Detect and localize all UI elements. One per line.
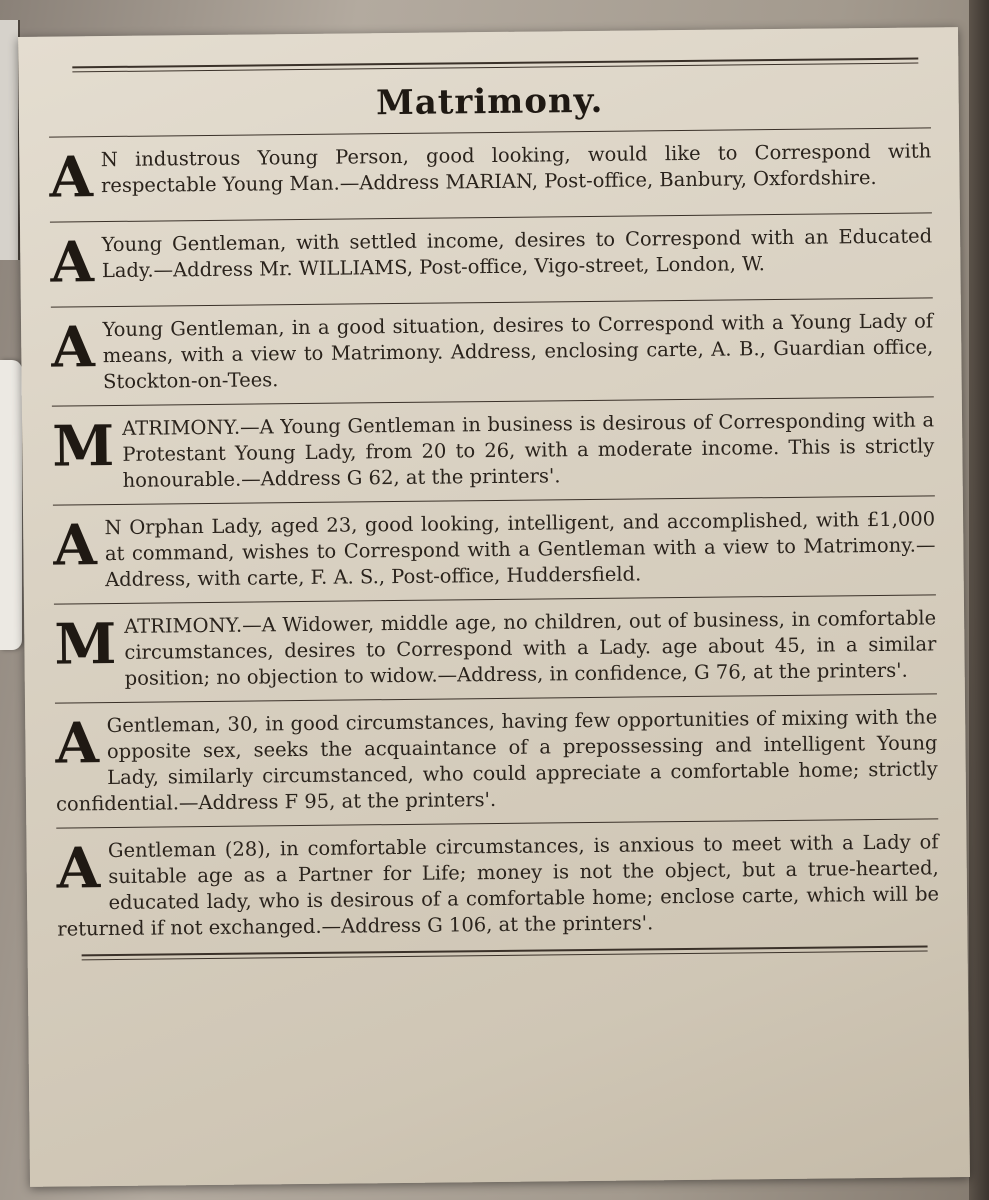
advertisement	[53, 500, 936, 599]
album-binding-strip	[969, 0, 989, 1200]
newspaper-clipping	[18, 27, 970, 1187]
ad-text: Gentleman (28), in comfortable circumstances, is anxious to meet with a Lady of suitable age as a Partner for Life; money is not the object, but a true-hearted, educated lady, who is desirous of a comfortable home; enclose carte, which will be returned if not exchanged.—Address G 106, at the printers'.	[57, 830, 940, 941]
section-heading: Matrimony.	[375, 80, 604, 124]
bottom-double-rule	[82, 945, 928, 960]
advertisement	[52, 401, 935, 500]
advertisement	[51, 302, 934, 401]
advertisement	[54, 599, 937, 698]
advertisement	[49, 132, 932, 217]
drop-cap: A	[52, 512, 98, 579]
advertisement	[56, 823, 939, 948]
drop-cap: A	[49, 144, 94, 211]
ad-text: Gentleman, 30, in good circumstances, having few opportunities of mixing with the opposite sex, seeks the acquaintance of a prepossessing and intelligent Young Lady, similarly circumstanced, who could appreciate a comfortable home; strictly confidential.—Address F 95, at the printers'.	[55, 705, 938, 816]
drop-cap: M	[54, 610, 117, 678]
drop-cap: A	[56, 835, 101, 902]
ad-text: Young Gentleman, with settled income, desires to Correspond with an Educated Lady.—Address Mr. WILLIAMS, Post-office, Vigo-street, London, W.	[101, 224, 933, 283]
album-tab	[0, 360, 22, 650]
ad-text: ATRIMONY.—A Young Gentleman in business is desirous of Corresponding with a Protestant Young Lady, from 20 to 26, with a moderate income. This is strictly honourable.—Address G 62, at the printers'.	[121, 408, 935, 492]
advertisement	[50, 217, 933, 302]
ad-text: N industrous Young Person, good looking, would like to Correspond with respectable Young Man.—Address MARIAN, Post-office, Banbury, Oxfordshire.	[100, 139, 932, 198]
drop-cap: M	[51, 412, 115, 480]
album-edge	[0, 20, 20, 260]
ad-text: N Orphan Lady, aged 23, good looking, intelligent, and accomplished, with £1,000 at command, wishes to Correspond with a Gentleman with a view to Matrimony.—Address, with carte, F. A. S., Post-office, Huddersfield.	[104, 507, 936, 592]
ad-text: ATRIMONY.—A Widower, middle age, no children, out of business, in comfortable circumstances, desires to Correspond with a Lady. age about 45, in a similar position; no objection to widow.—Address, in confidence, G 76, at the printers'.	[124, 606, 937, 690]
top-double-rule	[72, 58, 918, 73]
ad-text: Young Gentleman, in a good situation, desires to Correspond with a Young Lady of means, with a view to Matrimony. Address, enclosing carte, A. B., Guardian office, Stockton-on-Tees.	[102, 309, 934, 394]
advertisement	[55, 698, 938, 823]
drop-cap: A	[50, 229, 95, 296]
drop-cap: A	[55, 710, 100, 777]
drop-cap: A	[50, 314, 96, 381]
